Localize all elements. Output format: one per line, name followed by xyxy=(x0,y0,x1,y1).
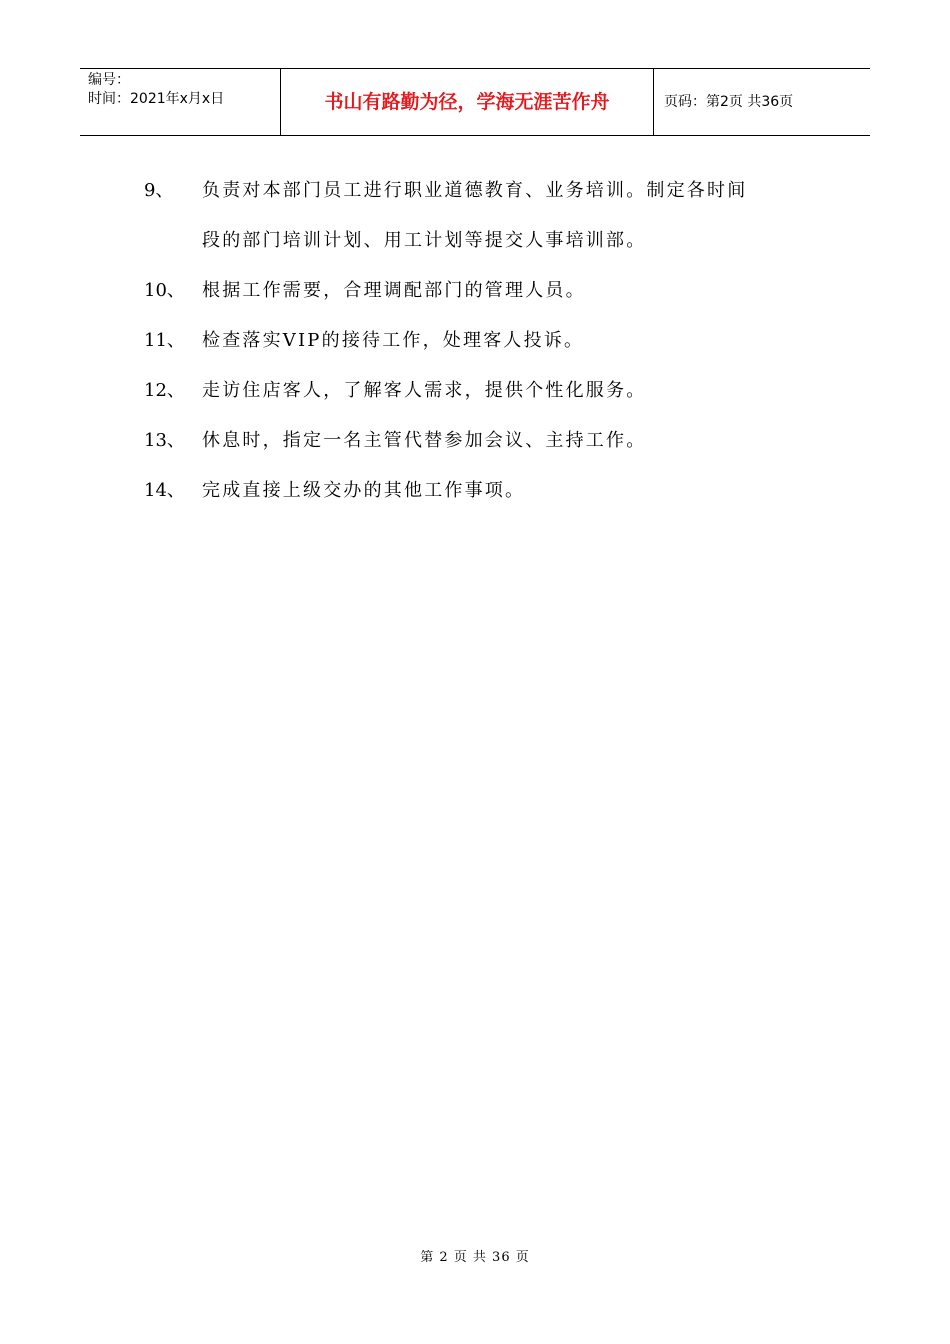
document-date: 时间：2021年x月x日 xyxy=(88,91,225,107)
duty-list xyxy=(144,166,824,516)
item-text: 检查落实VIP的接待工作，处理客人投诉。 xyxy=(202,330,585,351)
item-number: 11、 xyxy=(144,330,185,351)
page-footer: 第 2 页 共 36 页 xyxy=(420,1250,530,1265)
item-number: 14、 xyxy=(144,480,185,501)
document-number: 编号： xyxy=(88,72,130,88)
item-text: 根据工作需要，合理调配部门的管理人员。 xyxy=(202,280,586,301)
header-page-info: 页码：第2页 共36页 xyxy=(664,94,794,110)
item-text: 走访住店客人，了解客人需求，提供个性化服务。 xyxy=(202,380,647,401)
header-meta xyxy=(80,69,281,135)
list-item xyxy=(144,316,824,366)
header-motto: 书山有路勤为径，学海无涯苦作舟 xyxy=(281,69,654,135)
item-text: 段的部门培训计划、用工计划等提交人事培训部。 xyxy=(202,230,647,251)
item-text: 完成直接上级交办的其他工作事项。 xyxy=(202,480,526,501)
item-number: 12、 xyxy=(144,380,185,401)
list-item xyxy=(144,266,824,316)
document-header xyxy=(80,68,870,136)
list-item xyxy=(144,166,824,216)
item-text: 休息时，指定一名主管代替参加会议、主持工作。 xyxy=(202,430,647,451)
list-item xyxy=(144,216,824,266)
item-number: 9、 xyxy=(144,180,174,201)
item-number: 13、 xyxy=(144,430,185,451)
list-item xyxy=(144,416,824,466)
item-text: 负责对本部门员工进行职业道德教育、业务培训。制定各时间 xyxy=(202,180,748,201)
list-item xyxy=(144,366,824,416)
list-item xyxy=(144,466,824,516)
item-number: 10、 xyxy=(144,280,185,301)
